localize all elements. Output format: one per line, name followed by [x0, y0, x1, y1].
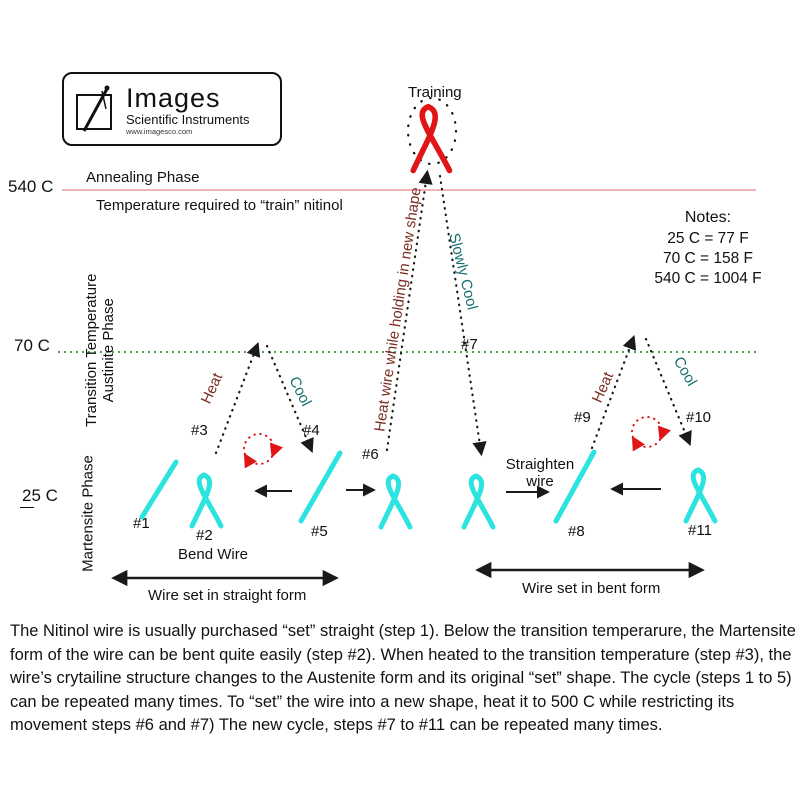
cycle-arrow-left: [244, 434, 274, 454]
austinite-phase-label: Austinite Phase: [100, 298, 117, 403]
logo-title: Images: [126, 82, 221, 113]
training-wire-loop: [413, 107, 449, 171]
compass-logo-icon: [72, 83, 118, 135]
heat-label-left: Heat: [197, 370, 227, 407]
description-paragraph: The Nitinol wire is usually purchased “set” straight (step 1). Below the transition temperarure, the Martensite form of the wire can be bent quite easily (step #2). When heated to the transition temperature (step #3), the wire’s crytailine structure changes to the Austenite form and its original “set” shape. The cycle (steps 1 to 5) can be repeated many times. To “set” the wire into a new shape, heat it to 500 C while restricting its movement steps #6 and #7) The new cycle, steps #7 to #11 can be repeated many times.: [10, 622, 796, 735]
step-label-3: #3: [191, 422, 208, 439]
note-row-70c: 70 C = 158 F: [662, 249, 754, 267]
train-temperature-note: Temperature required to “train” nitinol: [96, 197, 343, 214]
transition-temperature-label: Transition Temperature: [82, 273, 100, 427]
step-label-1: #1: [133, 515, 150, 532]
cycle-arrow-left-2: [246, 457, 272, 465]
logo-url: www.imagesco.com: [126, 126, 193, 136]
temperature-label-25: 25 C: [22, 486, 58, 505]
heat-label-right: Heat: [588, 369, 618, 406]
cycle-arrow-right-2: [634, 440, 660, 448]
step-label-11: #11: [688, 522, 712, 539]
wire-straight-step5: [301, 453, 340, 521]
step-label-10: #10: [686, 409, 712, 426]
bent-form-caption: Wire set in bent form: [522, 580, 661, 597]
logo-subtitle: Scientific Instruments: [126, 111, 250, 127]
cool-label-left: Cool: [285, 373, 315, 410]
wire-loop-step7: [464, 476, 493, 527]
logo-box: [62, 72, 282, 146]
temperature-25-underline: [20, 507, 34, 508]
wire-word: wire: [526, 473, 554, 491]
step-label-8: #8: [568, 523, 585, 540]
training-label: Training: [408, 84, 462, 101]
heat-hold-label: Heat wire while holding in new shape: [371, 186, 425, 433]
note-row-25c: 25 C = 77 F: [667, 229, 749, 247]
wire-loop-step11: [686, 470, 715, 521]
bend-wire-label: Bend Wire: [178, 546, 249, 563]
transition-phase-axis-label: [83, 260, 118, 440]
wire-loop-step2: [192, 475, 221, 526]
step-label-6: #6: [362, 446, 379, 463]
step-label-4: #4: [303, 422, 320, 439]
note-row-540c: 540 C = 1004 F: [654, 270, 762, 288]
straighten-word: Straighten: [505, 456, 575, 473]
cycle-arrow-right: [632, 417, 662, 437]
straighten-wire-label: [504, 456, 576, 491]
wire-loop-step6: [381, 476, 410, 527]
temperature-label-70: 70 C: [14, 336, 50, 355]
step-label-7: #7: [461, 336, 478, 353]
step-label-2: #2: [196, 527, 213, 544]
step-label-5: #5: [311, 523, 328, 540]
annealing-phase-label: Annealing Phase: [86, 169, 200, 186]
cool-label-right: Cool: [669, 353, 701, 390]
notes-box: [628, 208, 788, 289]
heat-arrow-left: [216, 346, 257, 453]
temperature-label-540: 540 C: [8, 177, 54, 196]
wire-straight-step1: [142, 462, 176, 517]
straight-form-caption: Wire set in straight form: [148, 587, 307, 604]
logo-text: [126, 83, 250, 136]
notes-title: Notes:: [684, 209, 732, 226]
martensite-phase-axis-label: Martensite Phase: [79, 455, 97, 572]
step-label-9: #9: [574, 409, 591, 426]
slowly-cool-label: Slowly Cool: [445, 231, 481, 312]
